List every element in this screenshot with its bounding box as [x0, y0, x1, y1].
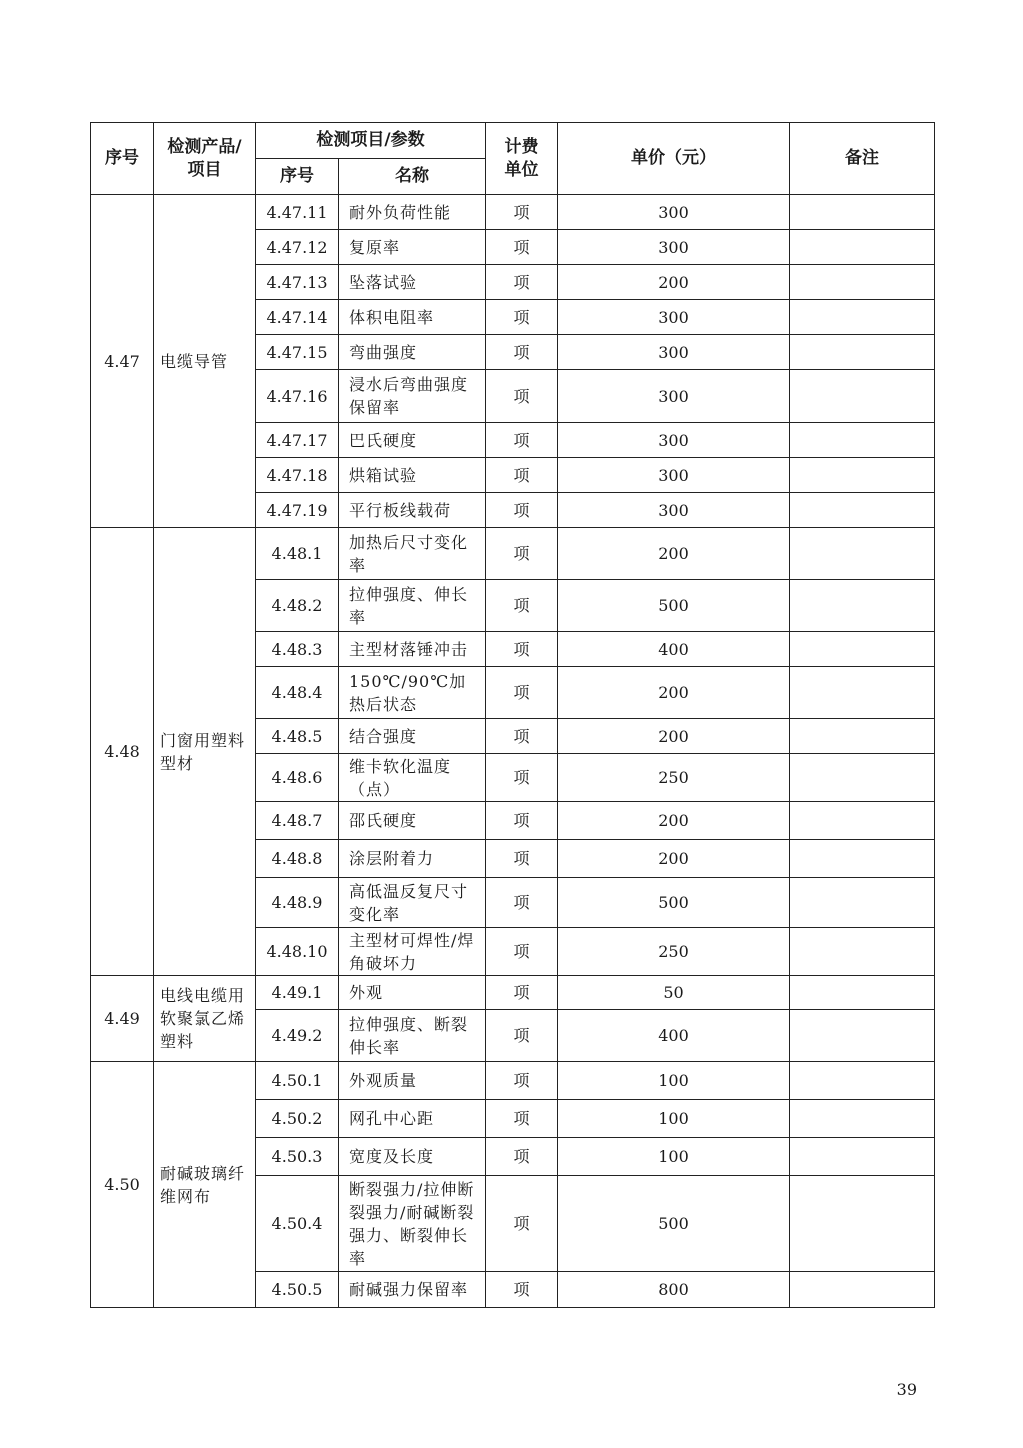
item-note — [790, 754, 935, 802]
item-name: 坠落试验 — [339, 265, 486, 300]
item-price: 300 — [558, 300, 790, 335]
item-note — [790, 580, 935, 632]
item-seq: 4.48.9 — [256, 878, 339, 928]
item-name: 高低温反复尺寸变化率 — [339, 878, 486, 928]
item-name: 网孔中心距 — [339, 1100, 486, 1138]
group-seq: 4.50 — [91, 1062, 154, 1308]
item-price: 200 — [558, 528, 790, 580]
table-header — [91, 123, 935, 195]
item-note — [790, 335, 935, 370]
item-note — [790, 1176, 935, 1272]
item-price: 100 — [558, 1138, 790, 1176]
item-name: 邵氏硬度 — [339, 802, 486, 840]
group-seq: 4.47 — [91, 195, 154, 528]
item-name: 复原率 — [339, 230, 486, 265]
item-name: 主型材可焊性/焊角破坏力 — [339, 928, 486, 976]
item-price: 300 — [558, 195, 790, 230]
item-note — [790, 1100, 935, 1138]
item-name: 巴氏硬度 — [339, 423, 486, 458]
item-note — [790, 802, 935, 840]
header-seq: 序号 — [91, 123, 154, 195]
table-row — [91, 1062, 935, 1100]
item-unit: 项 — [486, 1062, 558, 1100]
item-price: 200 — [558, 802, 790, 840]
table-body — [91, 195, 935, 1308]
item-seq: 4.48.6 — [256, 754, 339, 802]
header-item-group: 检测项目/参数 — [256, 123, 486, 159]
item-price: 300 — [558, 493, 790, 528]
price-table — [90, 122, 935, 1308]
group-seq: 4.48 — [91, 528, 154, 976]
item-unit: 项 — [486, 878, 558, 928]
item-note — [790, 976, 935, 1010]
item-seq: 4.47.16 — [256, 370, 339, 423]
item-unit: 项 — [486, 802, 558, 840]
item-seq: 4.48.10 — [256, 928, 339, 976]
item-price: 250 — [558, 928, 790, 976]
item-name: 耐碱强力保留率 — [339, 1272, 486, 1308]
item-price: 300 — [558, 370, 790, 423]
item-name: 加热后尺寸变化率 — [339, 528, 486, 580]
group-product: 门窗用塑料型材 — [154, 528, 256, 976]
item-name: 耐外负荷性能 — [339, 195, 486, 230]
item-note — [790, 370, 935, 423]
item-seq: 4.49.2 — [256, 1010, 339, 1062]
item-unit: 项 — [486, 754, 558, 802]
item-unit: 项 — [486, 976, 558, 1010]
item-name: 结合强度 — [339, 719, 486, 754]
item-note — [790, 458, 935, 493]
item-price: 250 — [558, 754, 790, 802]
item-seq: 4.47.17 — [256, 423, 339, 458]
item-price: 200 — [558, 719, 790, 754]
item-name: 平行板线载荷 — [339, 493, 486, 528]
item-seq: 4.50.4 — [256, 1176, 339, 1272]
table-row — [91, 976, 935, 1010]
item-seq: 4.48.3 — [256, 632, 339, 667]
item-price: 400 — [558, 1010, 790, 1062]
header-note: 备注 — [790, 123, 935, 195]
page-number: 39 — [896, 1380, 917, 1399]
item-name: 拉伸强度、断裂伸长率 — [339, 1010, 486, 1062]
group-seq: 4.49 — [91, 976, 154, 1062]
item-unit: 项 — [486, 719, 558, 754]
item-unit: 项 — [486, 458, 558, 493]
item-unit: 项 — [486, 493, 558, 528]
item-seq: 4.50.3 — [256, 1138, 339, 1176]
item-note — [790, 195, 935, 230]
item-unit: 项 — [486, 265, 558, 300]
item-name: 涂层附着力 — [339, 840, 486, 878]
item-note — [790, 667, 935, 719]
item-price: 500 — [558, 1176, 790, 1272]
item-price: 300 — [558, 458, 790, 493]
item-note — [790, 1062, 935, 1100]
item-note — [790, 423, 935, 458]
header-item-name: 名称 — [339, 159, 486, 195]
header-product: 检测产品/项目 — [154, 123, 256, 195]
item-unit: 项 — [486, 580, 558, 632]
item-price: 800 — [558, 1272, 790, 1308]
item-unit: 项 — [486, 928, 558, 976]
item-unit: 项 — [486, 1100, 558, 1138]
item-note — [790, 493, 935, 528]
item-price: 300 — [558, 230, 790, 265]
item-unit: 项 — [486, 1176, 558, 1272]
item-price: 500 — [558, 878, 790, 928]
item-unit: 项 — [486, 195, 558, 230]
header-unit: 计费单位 — [486, 123, 558, 195]
item-note — [790, 632, 935, 667]
header-item-seq: 序号 — [256, 159, 339, 195]
item-unit: 项 — [486, 335, 558, 370]
item-note — [790, 1138, 935, 1176]
item-seq: 4.47.11 — [256, 195, 339, 230]
item-name: 外观 — [339, 976, 486, 1010]
item-unit: 项 — [486, 667, 558, 719]
item-seq: 4.48.2 — [256, 580, 339, 632]
item-seq: 4.47.12 — [256, 230, 339, 265]
item-name: 烘箱试验 — [339, 458, 486, 493]
table-row — [91, 195, 935, 230]
item-name: 拉伸强度、伸长率 — [339, 580, 486, 632]
item-name: 宽度及长度 — [339, 1138, 486, 1176]
item-unit: 项 — [486, 230, 558, 265]
item-price: 200 — [558, 265, 790, 300]
item-unit: 项 — [486, 528, 558, 580]
item-note — [790, 528, 935, 580]
item-unit: 项 — [486, 1138, 558, 1176]
item-seq: 4.48.7 — [256, 802, 339, 840]
group-product: 耐碱玻璃纤维网布 — [154, 1062, 256, 1308]
item-note — [790, 230, 935, 265]
item-seq: 4.48.8 — [256, 840, 339, 878]
item-seq: 4.47.18 — [256, 458, 339, 493]
header-price: 单价（元） — [558, 123, 790, 195]
item-name: 断裂强力/拉伸断裂强力/耐碱断裂强力、断裂伸长率 — [339, 1176, 486, 1272]
item-note — [790, 265, 935, 300]
item-seq: 4.47.15 — [256, 335, 339, 370]
item-unit: 项 — [486, 370, 558, 423]
item-note — [790, 300, 935, 335]
item-price: 100 — [558, 1062, 790, 1100]
item-unit: 项 — [486, 423, 558, 458]
item-seq: 4.47.13 — [256, 265, 339, 300]
item-seq: 4.50.1 — [256, 1062, 339, 1100]
item-price: 50 — [558, 976, 790, 1010]
item-seq: 4.49.1 — [256, 976, 339, 1010]
item-price: 100 — [558, 1100, 790, 1138]
item-seq: 4.48.4 — [256, 667, 339, 719]
item-name: 维卡软化温度（点） — [339, 754, 486, 802]
item-seq: 4.50.2 — [256, 1100, 339, 1138]
item-price: 200 — [558, 667, 790, 719]
item-name: 体积电阻率 — [339, 300, 486, 335]
item-unit: 项 — [486, 1010, 558, 1062]
item-price: 400 — [558, 632, 790, 667]
item-note — [790, 840, 935, 878]
item-name: 150℃/90℃加热后状态 — [339, 667, 486, 719]
item-name: 主型材落锤冲击 — [339, 632, 486, 667]
item-price: 500 — [558, 580, 790, 632]
item-seq: 4.48.5 — [256, 719, 339, 754]
item-seq: 4.47.19 — [256, 493, 339, 528]
item-unit: 项 — [486, 632, 558, 667]
item-note — [790, 719, 935, 754]
item-note — [790, 1272, 935, 1308]
table-row — [91, 528, 935, 580]
item-unit: 项 — [486, 840, 558, 878]
group-product: 电线电缆用软聚氯乙烯塑料 — [154, 976, 256, 1062]
item-note — [790, 1010, 935, 1062]
item-note — [790, 928, 935, 976]
item-unit: 项 — [486, 1272, 558, 1308]
item-seq: 4.48.1 — [256, 528, 339, 580]
item-name: 弯曲强度 — [339, 335, 486, 370]
group-product: 电缆导管 — [154, 195, 256, 528]
item-name: 浸水后弯曲强度保留率 — [339, 370, 486, 423]
item-name: 外观质量 — [339, 1062, 486, 1100]
item-seq: 4.47.14 — [256, 300, 339, 335]
item-price: 300 — [558, 335, 790, 370]
item-unit: 项 — [486, 300, 558, 335]
item-price: 200 — [558, 840, 790, 878]
item-seq: 4.50.5 — [256, 1272, 339, 1308]
item-note — [790, 878, 935, 928]
item-price: 300 — [558, 423, 790, 458]
